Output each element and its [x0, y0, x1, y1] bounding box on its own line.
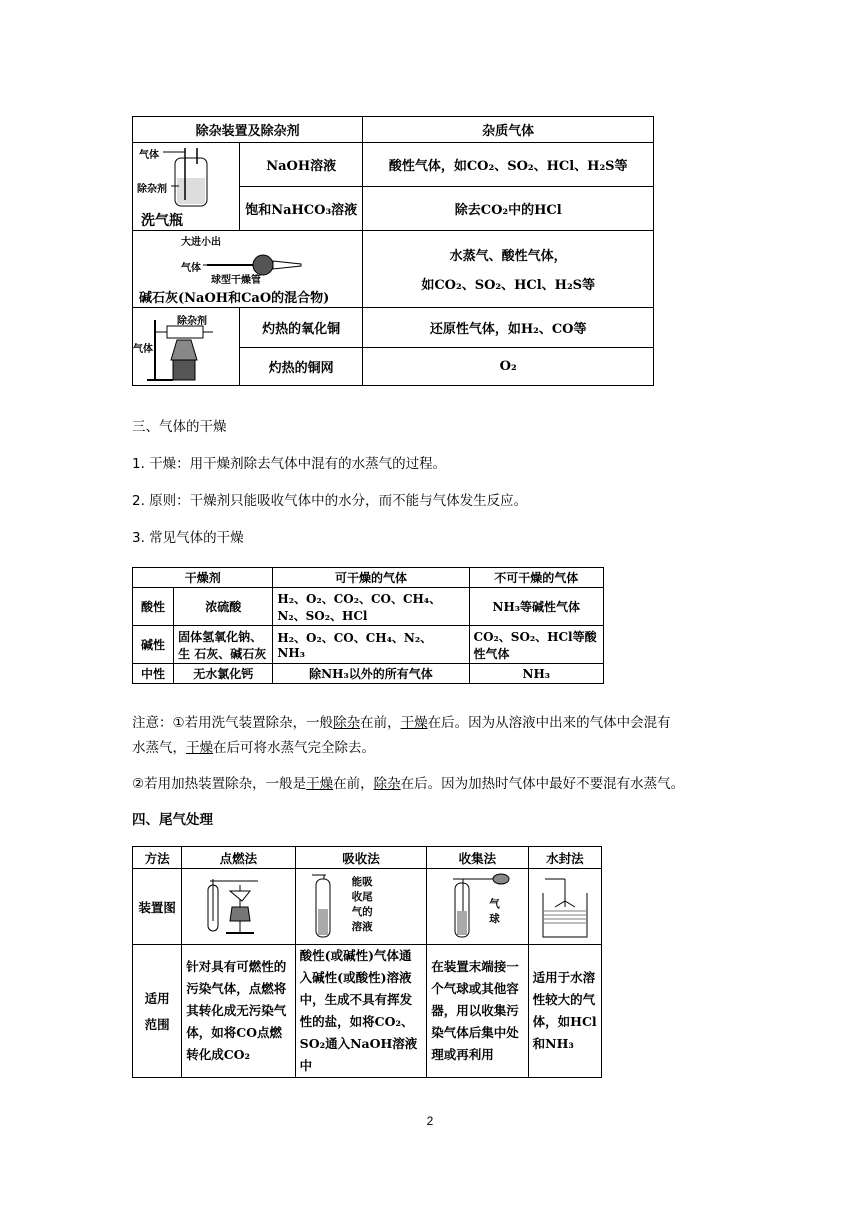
table2-can-neutral: 除NH₃以外的所有气体: [273, 664, 469, 684]
table3-scope-collect: [427, 945, 528, 1078]
table2-agent-base: [174, 626, 273, 664]
washing-bottle-agent-label: 除杂剂: [137, 183, 167, 195]
table1-agent-cuo: 灼热的氧化铜: [240, 308, 363, 348]
note-paragraph-2: [132, 772, 742, 792]
table2-can-base: [273, 626, 469, 664]
table1-impurity-water-line1: 水蒸气、酸性气体，: [449, 249, 567, 264]
drying-tube-label: 球型干燥管: [211, 275, 261, 286]
scope-water-seal-line3: 体，如HCl: [532, 1014, 597, 1029]
table1-impurity-acid-gas: 酸性气体，如CO₂、SO₂、HCl、H₂S等: [363, 143, 654, 187]
scope-burn-line5: 转化成CO₂: [186, 1047, 251, 1062]
note-p2-text-b: 在前，: [333, 776, 374, 792]
absorb-label-line3: 气的: [351, 905, 373, 918]
section3-item2: 2. 原则：干燥剂只能吸收气体中的水分，而不能与气体发生反应。: [132, 493, 528, 509]
scope-absorb-line4: 性的盐，如将CO₂、: [299, 1014, 414, 1029]
table3-header-water-seal: 水封法: [528, 847, 601, 869]
table2-agent-base-line2: 生 石灰、碱石灰: [178, 646, 267, 661]
note-p1-underline-1: 除杂: [333, 715, 361, 731]
drying-agent-table: [132, 567, 604, 684]
table3-scope-water-seal: [528, 945, 601, 1078]
table1-impurity-water-acid: [363, 231, 654, 308]
table1-agent-cu-mesh: 灼热的铜网: [240, 348, 363, 386]
note-paragraph-1-line1: [132, 711, 732, 731]
absorb-solution-label: [352, 875, 373, 935]
scope-collect-line1: 在装置末端接一: [431, 959, 519, 974]
table2-type-neutral: 中性: [133, 664, 174, 684]
scope-burn-line1: 针对具有可燃性的: [186, 959, 287, 974]
table2-header-agent: 干燥剂: [133, 568, 273, 588]
water-seal-figure: [529, 871, 601, 943]
table3-scope-label-line2: 范围: [144, 1017, 170, 1032]
table3-scope-label-line1: 适用: [144, 991, 170, 1006]
washing-bottle-cell: [133, 143, 240, 231]
scope-burn-line3: 其转化成无污染气: [186, 1003, 287, 1018]
section3-title: 三、气体的干燥: [132, 419, 227, 435]
heating-agent-label: 除杂剂: [177, 315, 207, 327]
balloon-label-line2: 球: [489, 912, 500, 925]
scope-water-seal-line2: 性较大的气: [532, 992, 596, 1007]
table3-header-burn: 点燃法: [182, 847, 295, 869]
table2-cannot-base-line2: 性气体: [473, 646, 510, 661]
table3-scope-label: [133, 945, 182, 1078]
scope-burn-line2: 污染气体，点燃将: [186, 981, 287, 996]
heating-gas-label: 气体: [133, 343, 153, 355]
section3-item1: 1. 干燥：用干燥剂除去气体中混有的水蒸气的过程。: [132, 456, 447, 472]
drying-tube-caption: 碱石灰(NaOH和CaO的混合物): [139, 291, 330, 306]
scope-water-seal-line1: 适用于水溶: [532, 970, 596, 985]
collect-figure-cell: [427, 869, 528, 945]
table2-can-acid-line1: H₂、O₂、CO₂、CO、CH₄、: [277, 591, 442, 606]
table1-impurity-o2: O₂: [363, 348, 654, 386]
table1-agent-naoh: NaOH溶液: [240, 143, 363, 187]
note-p1-text-a: 注意：①若用洗气装置除杂，一般: [132, 715, 334, 731]
section4-title: 四、尾气处理: [132, 812, 213, 828]
table3-figure-label: 装置图: [133, 869, 182, 945]
table1-impurity-hcl: 除去CO₂中的HCl: [363, 187, 654, 231]
page-number: 2: [426, 1114, 434, 1128]
table2-cannot-base-line1: CO₂、SO₂、HCl等酸: [473, 629, 597, 644]
table2-agent-base-line1: 固体氢氧化钠、: [178, 629, 263, 644]
collect-method-figure: [427, 871, 527, 943]
scope-absorb-line2: 入碱性(或酸性)溶液: [299, 970, 412, 985]
scope-collect-line3: 器，用以收集污: [431, 1003, 519, 1018]
absorb-figure-cell: [295, 869, 427, 945]
note-p1-text-d: 水蒸气，: [132, 740, 186, 756]
scope-absorb-line5: SO₂通入NaOH溶液中: [299, 1036, 418, 1073]
drying-tube-top-label: 大进小出: [181, 237, 221, 248]
impurity-removal-table: [132, 116, 654, 386]
scope-burn-line4: 体，如将CO点燃: [186, 1025, 283, 1040]
table3-header-collect: 收集法: [427, 847, 528, 869]
balloon-label-line1: 气: [489, 897, 500, 910]
note-p1-underline-3: 干燥: [186, 740, 213, 756]
table2-can-acid-line2: N₂、SO₂、HCl: [277, 608, 368, 623]
table1-impurity-reducing: 还原性气体，如H₂、CO等: [363, 308, 654, 348]
table2-can-base-line2: NH₃: [277, 646, 305, 660]
note-p1-underline-2: 干燥: [400, 715, 428, 731]
note-p2-underline-2: 除杂: [373, 776, 401, 792]
scope-collect-line5: 理或再利用: [431, 1047, 494, 1062]
table1-agent-nahco3: 饱和NaHCO₃溶液: [240, 187, 363, 231]
section3-item3: 3. 常见气体的干燥: [132, 530, 244, 546]
washing-bottle-gas-label: 气体: [139, 149, 159, 161]
scope-absorb-line3: 中，生成不具有挥发: [299, 992, 413, 1007]
table2-can-base-line1: H₂、O₂、CO、CH₄、N₂、: [277, 631, 433, 645]
note-paragraph-1-line2: [132, 736, 732, 756]
heating-device-cell: [133, 308, 240, 386]
scope-collect-line2: 个气球或其他容: [431, 981, 519, 996]
table3-scope-absorb: [295, 945, 427, 1078]
table2-header-can: 可干燥的气体: [273, 568, 469, 588]
table2-agent-cacl2: 无水氯化钙: [174, 664, 273, 684]
table3-header-method: 方法: [133, 847, 182, 869]
note-p2-text-c: 在后。因为加热时气体中最好不要混有水蒸气。: [400, 776, 685, 792]
absorb-label-line2: 收尾: [351, 890, 373, 903]
balloon-label: [489, 897, 500, 927]
absorb-method-figure: [296, 871, 356, 943]
note-p1-text-c: 在后。因为从溶液中出来的气体中会混有: [427, 715, 671, 731]
table3-header-absorb: 吸收法: [295, 847, 427, 869]
scope-collect-line4: 染气体后集中处: [431, 1025, 519, 1040]
note-p1-text-b: 在前，: [360, 715, 401, 731]
table2-cannot-acid: NH₃等碱性气体: [469, 588, 603, 626]
table3-scope-burn: [182, 945, 295, 1078]
table2-header-cannot: 不可干燥的气体: [469, 568, 603, 588]
water-seal-figure-cell: [528, 869, 601, 945]
washing-bottle-caption: 洗气瓶: [141, 212, 183, 229]
burn-figure-cell: [182, 869, 295, 945]
table2-agent-h2so4: 浓硫酸: [174, 588, 273, 626]
absorb-label-line4: 溶液: [351, 920, 373, 933]
table2-can-acid: [273, 588, 469, 626]
table1-impurity-water-line2: 如CO₂、SO₂、HCl、H₂S等: [421, 278, 596, 293]
absorb-label-line1: 能吸: [351, 875, 373, 888]
table2-cannot-base: [469, 626, 603, 664]
table2-cannot-neutral: NH₃: [469, 664, 603, 684]
note-p1-text-e: 在后可将水蒸气完全除去。: [213, 740, 375, 756]
scope-water-seal-line4: 和NH₃: [532, 1036, 574, 1051]
note-p2-text-a: ②若用加热装置除杂，一般是: [132, 776, 307, 792]
table2-type-acid: 酸性: [133, 588, 174, 626]
tail-gas-table: [132, 846, 602, 1078]
drying-tube-cell: [133, 231, 363, 308]
table1-header-device: 除杂装置及除杂剂: [133, 117, 363, 143]
table2-type-base: 碱性: [133, 626, 174, 664]
table1-header-impurity: 杂质气体: [363, 117, 654, 143]
burn-method-figure: [182, 871, 294, 943]
drying-tube-gas-label: 气体: [181, 263, 201, 274]
scope-absorb-line1: 酸性(或碱性)气体通: [299, 948, 412, 963]
note-p2-underline-1: 干燥: [306, 776, 334, 792]
